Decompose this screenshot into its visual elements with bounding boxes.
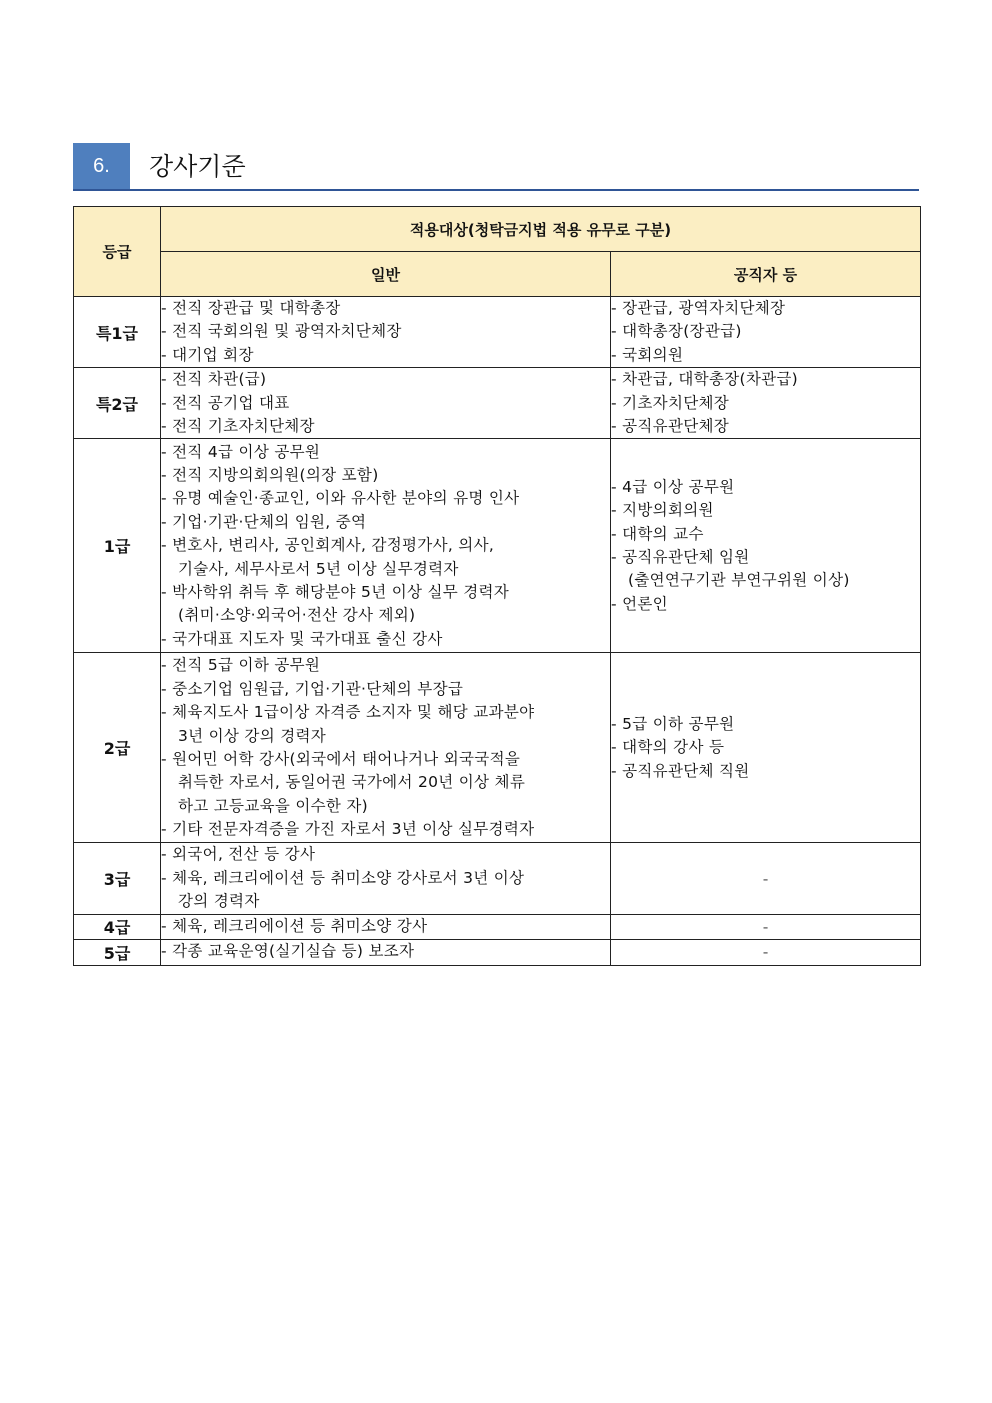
grade-cell: 5급 <box>74 939 161 965</box>
grade-cell: 4급 <box>74 914 161 939</box>
list-item: - 4급 이상 공무원 <box>611 477 735 496</box>
list-item: - 대학의 교수 <box>611 524 704 543</box>
list-item: - 언론인 <box>611 594 668 613</box>
list-item: - 전직 공기업 대표 <box>161 393 290 412</box>
grade-cell: 3급 <box>74 843 161 914</box>
list-item: - 5급 이하 공무원 <box>611 714 735 733</box>
list-item: - 중소기업 임원급, 기업·기관·단체의 부장급 <box>161 679 464 698</box>
list-item-continuation: 취득한 자로서, 동일어권 국가에서 20년 이상 체류 <box>178 773 526 792</box>
list-item: - 국가대표 지도자 및 국가대표 출신 강사 <box>161 629 443 648</box>
list-item: - 체육, 레크리에이션 등 취미소양 강사 <box>161 916 428 935</box>
grade-cell: 특1급 <box>74 297 161 368</box>
list-item: - 원어민 어학 강사(외국에서 태어나거나 외국국적을 <box>161 749 521 768</box>
grade-cell: 2급 <box>74 653 161 843</box>
official-cell <box>611 653 921 843</box>
table-row <box>74 297 921 368</box>
general-cell <box>161 297 611 368</box>
table-row <box>74 653 921 843</box>
list-item: - 각종 교육운영(실기실습 등) 보조자 <box>161 942 415 961</box>
general-cell <box>161 939 611 965</box>
official-cell <box>611 368 921 439</box>
header-official: 공직자 등 <box>611 252 921 297</box>
list-item-continuation: (출연연구기관 부연구위원 이상) <box>628 571 850 590</box>
list-item: - 전직 기초자치단체장 <box>161 417 315 436</box>
list-item: - 대학의 강사 등 <box>611 738 725 757</box>
official-cell-empty: - <box>611 914 921 939</box>
table-row <box>74 843 921 914</box>
list-item: - 대기업 회장 <box>161 345 254 364</box>
table-row <box>74 914 921 939</box>
general-cell <box>161 653 611 843</box>
list-item: - 차관급, 대학총장(차관급) <box>611 370 798 389</box>
header-target: 적용대상(청탁금지법 적용 유무로 구분) <box>161 207 921 252</box>
table-row <box>74 939 921 965</box>
general-cell <box>161 368 611 439</box>
list-item: - 체육, 레크리에이션 등 취미소양 강사로서 3년 이상 <box>161 868 525 887</box>
instructor-grade-table <box>73 206 921 966</box>
list-item: - 유명 예술인·종교인, 이와 유사한 분야의 유명 인사 <box>161 489 520 508</box>
general-cell <box>161 843 611 914</box>
list-item: - 장관급, 광역자치단체장 <box>611 299 786 317</box>
list-item: - 공직유관단체 직원 <box>611 761 750 780</box>
list-item: - 기업·기관·단체의 임원, 중역 <box>161 512 367 531</box>
list-item: - 박사학위 취득 후 해당분야 5년 이상 실무 경력자 <box>161 583 510 602</box>
list-item-continuation: 하고 고등교육을 이수한 자) <box>178 796 369 815</box>
list-item: - 국회의원 <box>611 345 684 364</box>
list-item: - 전직 지방의회의원(의장 포함) <box>161 466 379 485</box>
list-item-continuation: 기술사, 세무사로서 5년 이상 실무경력자 <box>178 559 459 578</box>
header-general: 일반 <box>161 252 611 297</box>
official-cell <box>611 297 921 368</box>
list-item: - 전직 5급 이하 공무원 <box>161 656 321 675</box>
general-cell <box>161 914 611 939</box>
list-item-continuation: 강의 경력자 <box>178 892 260 911</box>
list-item: - 공직유관단체 임원 <box>611 547 750 566</box>
header-grade: 등급 <box>74 207 161 297</box>
list-item: - 전직 차관(급) <box>161 370 267 389</box>
list-item: - 기타 전문자격증을 가진 자로서 3년 이상 실무경력자 <box>161 820 535 839</box>
official-cell-empty: - <box>611 843 921 914</box>
list-item-continuation: 3년 이상 강의 경력자 <box>178 726 327 745</box>
list-item: - 대학총장(장관급) <box>611 322 742 341</box>
official-cell-empty: - <box>611 939 921 965</box>
list-item: - 지방의회의원 <box>611 501 714 520</box>
list-item-continuation: (취미·소양·외국어·전산 강사 제외) <box>178 606 416 625</box>
list-item: - 변호사, 변리사, 공인회계사, 감정평가사, 의사, <box>161 536 495 555</box>
grade-cell: 1급 <box>74 439 161 653</box>
table-row <box>74 368 921 439</box>
list-item: - 체육지도사 1급이상 자격증 소지자 및 해당 교과분야 <box>161 703 535 722</box>
grade-cell: 특2급 <box>74 368 161 439</box>
list-item: - 기초자치단체장 <box>611 393 730 412</box>
section-number: 6. <box>73 143 130 190</box>
general-cell <box>161 439 611 653</box>
list-item: - 전직 장관급 및 대학총장 <box>161 299 341 317</box>
table-row <box>74 439 921 653</box>
section-title: 강사기준 <box>149 152 246 181</box>
official-cell <box>611 439 921 653</box>
section-rule <box>73 189 919 191</box>
list-item: - 외국어, 전산 등 강사 <box>161 845 316 864</box>
list-item: - 공직유관단체장 <box>611 417 730 436</box>
section-header <box>73 143 919 191</box>
list-item: - 전직 국회의원 및 광역자치단체장 <box>161 322 402 341</box>
list-item: - 전직 4급 이상 공무원 <box>161 442 321 461</box>
